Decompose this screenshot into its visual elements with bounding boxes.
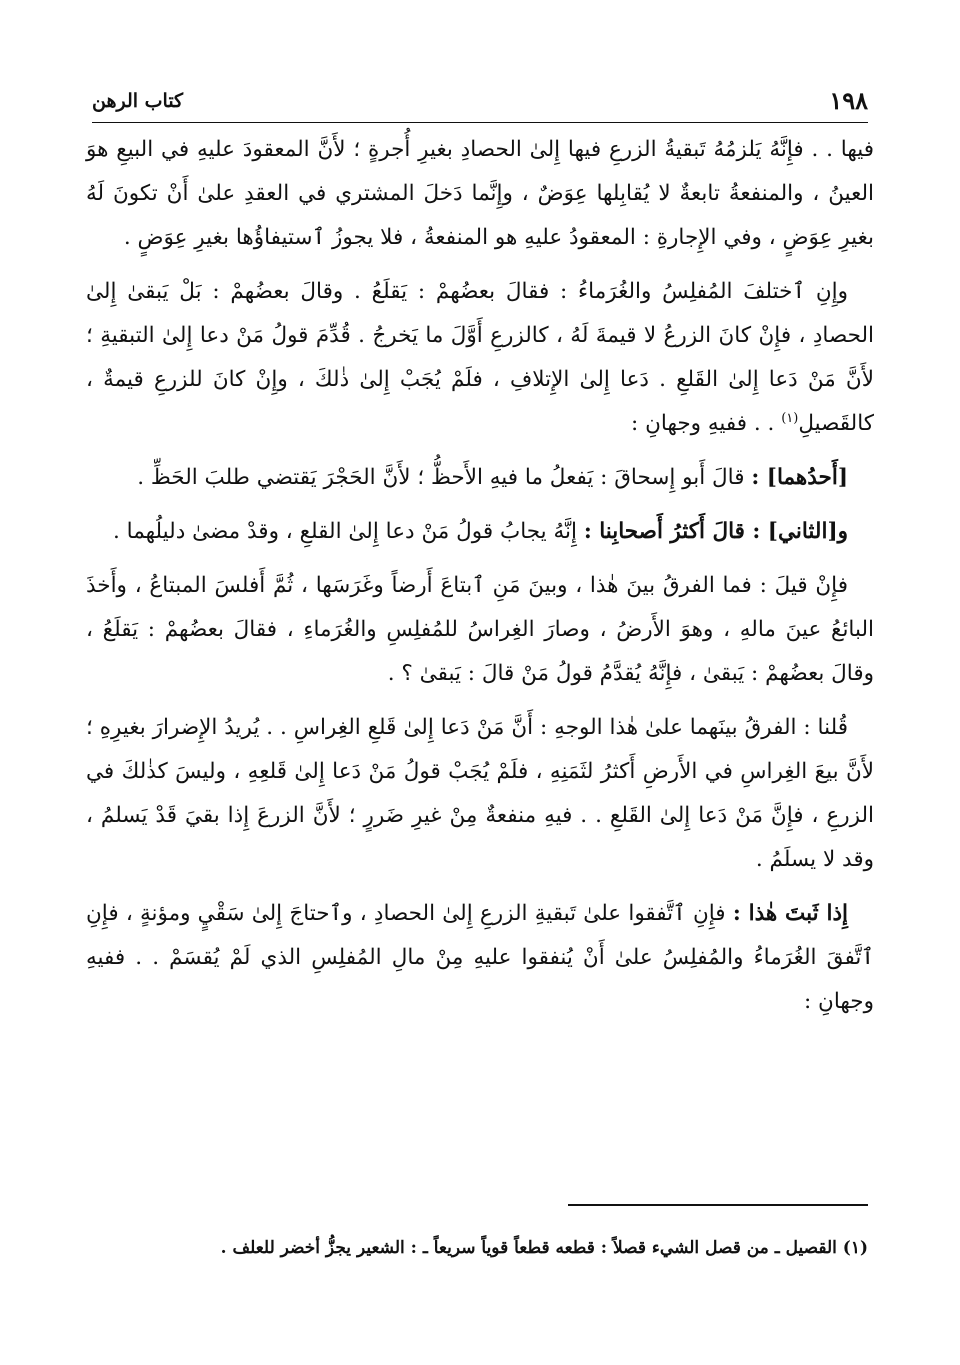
footnote-text: (١) القصيل ـ من قصل الشيء قصلاً : قطعه قطعاً قوياً سريعاً ـ : الشعير يجزُّ أخضر للعلف . bbox=[220, 1238, 868, 1258]
paragraph-2 bbox=[86, 270, 874, 446]
paragraph-5 bbox=[86, 564, 874, 696]
paragraph-lead: [أَحدُهما] : bbox=[751, 465, 848, 490]
body-text bbox=[86, 128, 874, 1034]
paragraph-lead: إِذا ثَبتَ هٰذا : bbox=[732, 901, 849, 926]
page-number: ١٩٨ bbox=[829, 86, 868, 115]
paragraph-text: قالَ أَبو إِسحاقَ : يَفعلُ ما فيهِ الأَحظُّ ؛ لأَنَّ الحَجْرَ يَقتضي طلبَ الحَظِّ . bbox=[137, 465, 745, 490]
paragraph-text: فيها . . فإِنَّهُ يَلزمُهُ تَبقيةُ الزرعِ فيها إِلىٰ الحصادِ بغيرِ أُجرةٍ ؛ لأَنَّ المعقودَ عليهِ في البيعِ هوَ العينُ ، والمنفعةُ تابعةٌ لا يُقابِلها عِوَضٌ ، وإِنَّما دَخلَ المشتري في العقدِ علىٰ أَنْ تكونَ لَهُ بغيرِ عِوَضٍ ، وفي الإِجارةِ : المعقودُ عليهِ هو المنفعةُ ، فلا يجوزُ ٱستيفاؤُها بغيرِ عِوَضٍ . bbox=[86, 137, 874, 250]
paragraph-text: إِنَّهُ يجابُ قولُ مَنْ دعا إِلىٰ القلعِ ، وقدْ مضىٰ دليلُهما . bbox=[112, 519, 577, 544]
footnote-divider bbox=[568, 1204, 868, 1206]
paragraph-6 bbox=[86, 706, 874, 882]
paragraph-1 bbox=[86, 128, 874, 260]
page-header bbox=[92, 82, 868, 123]
paragraph-lead: و[الثاني] : قالَ أَكثرُ أَصحابِنا : bbox=[583, 519, 848, 544]
paragraph-3 bbox=[86, 456, 874, 500]
paragraph-7 bbox=[86, 892, 874, 1024]
paragraph-text: وإِنِ ٱختلفَ المُفلِسُ والغُرَماءُ : فقالَ بعضُهمْ : يَقلَعُ . وقالَ بعضُهمْ : بَلْ يَبقىٰ إِلىٰ الحصادِ ، فإِنْ كانَ الزرعُ لا قيمةَ لَهُ ، كالزرعِ أَوَّلَ ما يَخرجُ . قُدِّمَ قولُ مَنْ دعا إِلىٰ التبقيةِ ؛ لأَنَّ مَنْ دَعا إِلىٰ القَلعِ . دَعا إِلىٰ الإِتلافِ ، فلَمْ يُجَبْ إِلىٰ ذٰلكَ ، وإِنْ كانَ للزرعِ قيمةٌ ، كالقَصيلِ bbox=[86, 279, 874, 436]
paragraph-4 bbox=[86, 510, 874, 554]
paragraph-text: فإِنِ ٱتَّفقوا علىٰ تَبقيةِ الزرعِ إِلىٰ الحصادِ ، وٱحتاجَ إِلىٰ سَقْيٍ ومؤنةٍ ، فإِنِ ٱتَّفقَ الغُرَماءُ والمُفلِسُ علىٰ أَنْ يُنفقوا عليهِ مِنْ مالِ المُفلِسِ الذي لَمْ يُقسَمْ . . ففيهِ وجهانِ : bbox=[86, 901, 874, 1014]
book-title: كتاب الرهن bbox=[92, 90, 184, 112]
footnote-reference[interactable]: (١) bbox=[781, 410, 799, 426]
footnote bbox=[92, 1232, 868, 1264]
paragraph-text: قُلنا : الفرقُ بينَهما علىٰ هٰذا الوجهِ : أَنَّ مَنْ دَعا إِلىٰ قَلعِ الغِراسِ . . يُريدُ الإِضرارَ بغيرِهِ ؛ لأَنَّ بيعَ الغِراسِ في الأَرضِ أَكثرُ لثَمَنِهِ ، فلَمْ يُجَبْ قولُ مَنْ دَعا إِلىٰ قَلعِهِ ، وليسَ كذٰلكَ في الزرعِ ، فإِنَّ مَنْ دَعا إِلىٰ القَلعِ . . فيهِ منفعةٌ مِنْ غيرِ ضَررٍ ؛ لأَنَّ الزرعَ إِذا بقيَ قَدْ يَسلمُ ، وقد لا يسلَمُ . bbox=[86, 715, 874, 872]
paragraph-text: فإِنْ قيلَ : فما الفرقُ بينَ هٰذا ، وبينَ مَنِ ٱبتاعَ أَرضاً وغَرَسَها ، ثُمَّ أَفلسَ المبتاعُ ، وأَخذَ البائعُ عينَ مالهِ ، وهوَ الأَرضُ ، وصارَ الغِراسُ للمُفلِسِ والغُرَماءِ ، فقالَ بعضُهمْ : يَقلَعُ ، وقالَ بعضُهمْ : يَبقىٰ ، فإِنَّهُ يُقدَّمُ قولُ مَنْ قالَ : يَبقىٰ ؟ . bbox=[86, 573, 874, 686]
paragraph-text-continued: . . ففيهِ وجهانِ : bbox=[631, 411, 775, 436]
